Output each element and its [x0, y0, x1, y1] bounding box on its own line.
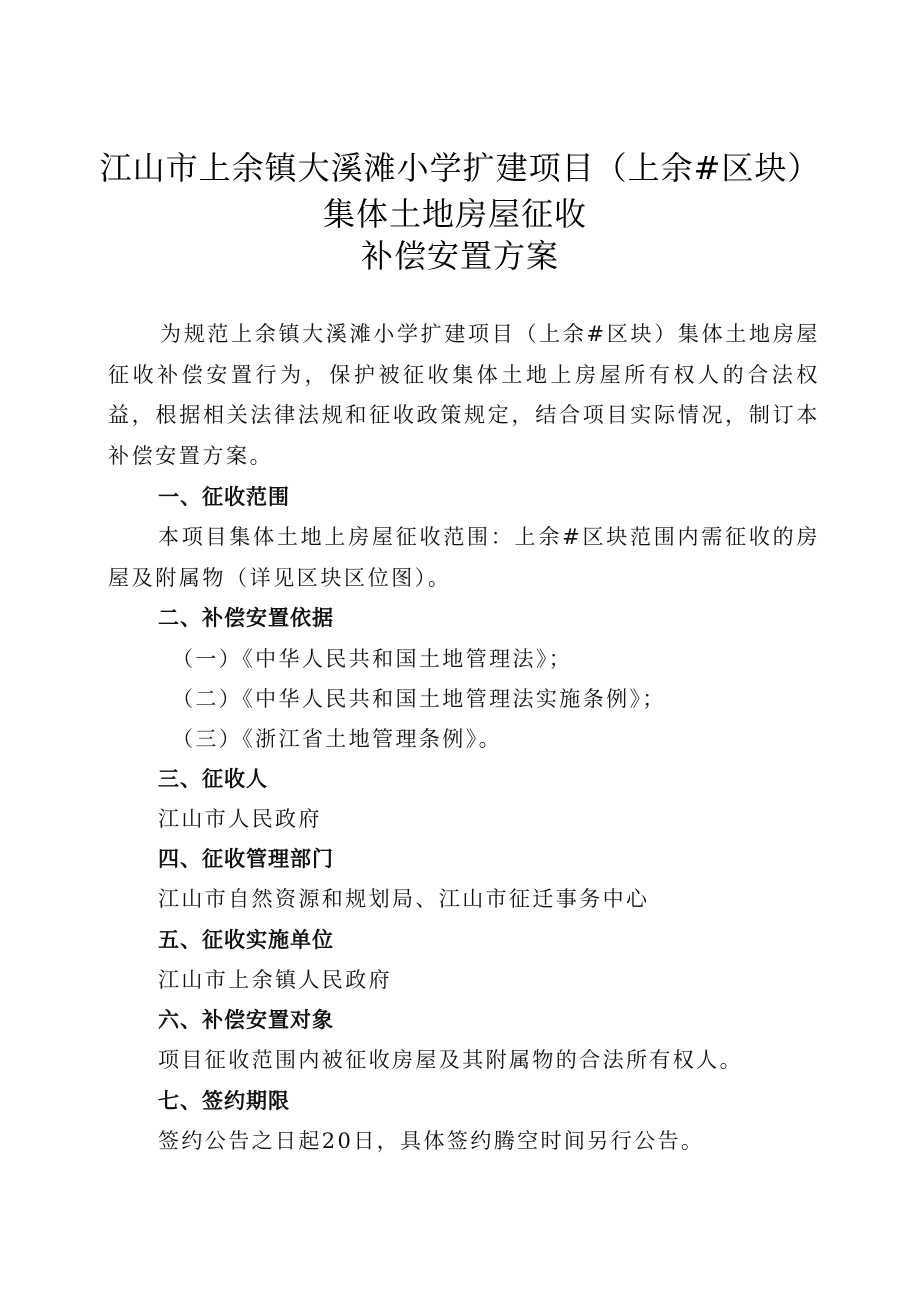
section-heading-scope: 一、征收范围	[158, 485, 290, 509]
section-body-target: 项目征收范围内被征收房屋及其附属物的合法所有权人。	[158, 1048, 743, 1072]
basis-item-2: （二）《中华人民共和国土地管理法实施条例》；	[172, 687, 666, 711]
section-heading-deadline: 七、签约期限	[158, 1089, 290, 1113]
basis-item-3: （三）《浙江省土地管理条例》。	[172, 727, 502, 751]
section-heading-management: 四、征收管理部门	[158, 847, 334, 871]
section-body-management: 江山市自然资源和规划局、江山市征迁事务中心	[158, 887, 650, 911]
section-body-expropriator: 江山市人民政府	[158, 807, 322, 831]
document-title-line-3: 补偿安置方案	[360, 237, 559, 275]
document-title-line-2: 集体土地房屋征收	[322, 195, 587, 233]
section-heading-target: 六、补偿安置对象	[158, 1008, 334, 1032]
document-title-line-1: 江山市上余镇大溪滩小学扩建项目（上余#区块）	[99, 149, 821, 187]
intro-paragraph: 为规范上余镇大溪滩小学扩建项目（上余#区块）集体土地房屋征收补偿安置行为，保护被征收集体土地上房屋所有权人的合法权益，根据相关法律法规和征收政策规定，结合项目实际情况，制订本补偿安置方案。	[108, 322, 820, 468]
section-body-implementer: 江山市上余镇人民政府	[158, 968, 392, 992]
section-body-scope: 本项目集体土地上房屋征收范围：上余#区块范围内需征收的房屋及附属物（详见区块区位图）。	[108, 525, 820, 590]
section-heading-implementer: 五、征收实施单位	[158, 928, 334, 952]
section-heading-expropriator: 三、征收人	[158, 767, 268, 791]
section-body-deadline: 签约公告之日起20日，具体签约腾空时间另行公告。	[158, 1129, 705, 1153]
basis-item-1: （一）《中华人民共和国土地管理法》；	[172, 647, 573, 671]
section-heading-basis: 二、补偿安置依据	[158, 606, 334, 630]
